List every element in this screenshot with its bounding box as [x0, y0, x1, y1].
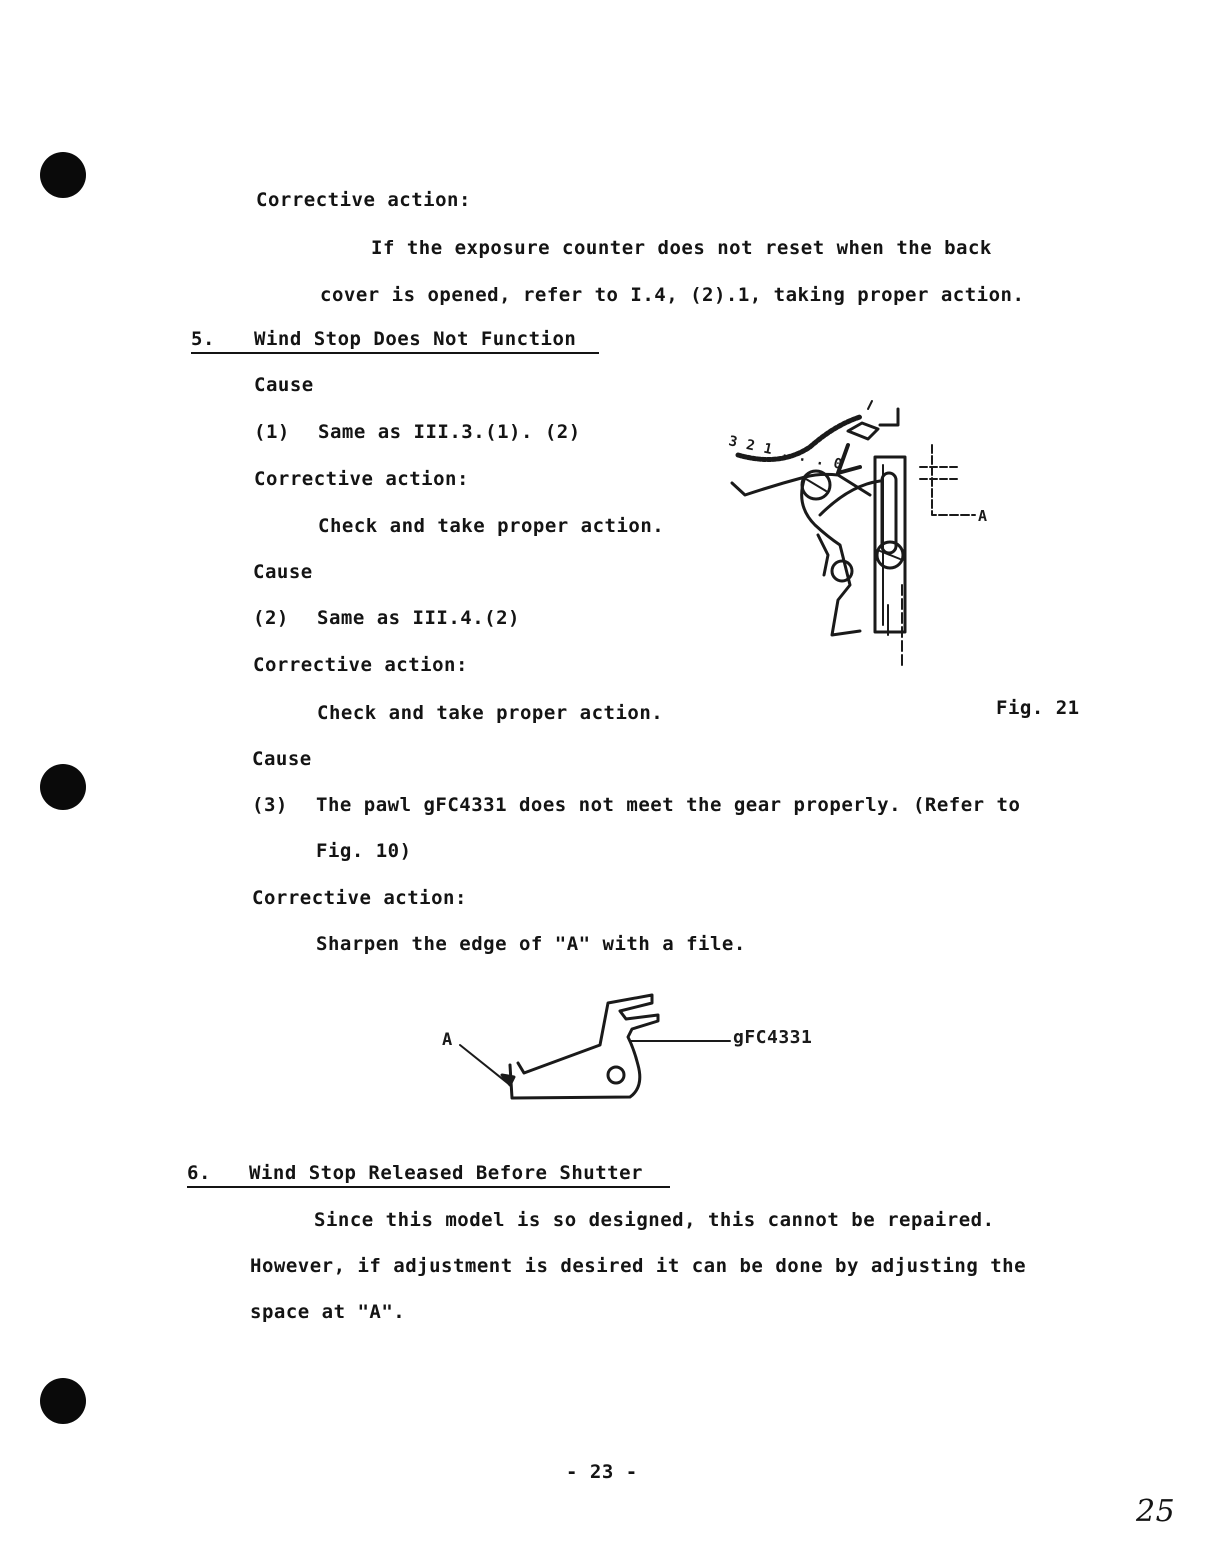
punch-hole-middle	[40, 764, 86, 810]
section-title: Wind Stop Released Before Shutter	[249, 1162, 643, 1184]
paragraph-line: Since this model is so designed, this cannot be repaired.	[314, 1209, 995, 1231]
corrective-action-label: Corrective action:	[256, 189, 471, 211]
corrective-action-label: Corrective action:	[254, 468, 469, 490]
cause-number: (3)	[252, 794, 288, 816]
corrective-action-label: Corrective action:	[252, 887, 467, 909]
pawl-part-label: gFC4331	[733, 1027, 813, 1048]
cause-number: (2)	[253, 607, 289, 629]
corrective-action-text: Check and take proper action.	[318, 515, 665, 537]
paragraph-line: However, if adjustment is desired it can be done by adjusting the	[250, 1255, 1027, 1277]
figure-21-illustration	[720, 395, 1000, 675]
cause-text: Fig. 10)	[316, 840, 412, 862]
section-number: 5.	[191, 328, 215, 350]
figure-21-scale-marks: 3 2 1 . . . 0	[727, 433, 845, 474]
cause-text: The pawl gFC4331 does not meet the gear properly. (Refer to	[316, 794, 1021, 816]
cause-label: Cause	[252, 748, 312, 770]
cause-text: Same as III.3.(1). (2)	[318, 421, 581, 443]
cause-label: Cause	[253, 561, 313, 583]
punch-hole-top	[40, 152, 86, 198]
corrective-action-text: Check and take proper action.	[317, 702, 664, 724]
punch-hole-bottom	[40, 1378, 86, 1424]
cause-text: Same as III.4.(2)	[317, 607, 520, 629]
cause-label: Cause	[254, 374, 314, 396]
paragraph-line: space at "A".	[250, 1301, 406, 1323]
handwritten-page-number: 25	[1136, 1494, 1176, 1529]
section-title: Wind Stop Does Not Function	[254, 328, 577, 350]
paragraph-line: cover is opened, refer to I.4, (2).1, taking proper action.	[320, 284, 1025, 306]
figure-21-label-a: A	[978, 507, 988, 525]
cause-number: (1)	[254, 421, 290, 443]
pawl-illustration	[430, 985, 850, 1110]
page-number: - 23 -	[566, 1461, 638, 1483]
figure-21-caption: Fig. 21	[996, 697, 1080, 719]
pawl-label-a: A	[442, 1030, 453, 1050]
corrective-action-label: Corrective action:	[253, 654, 468, 676]
corrective-action-text: Sharpen the edge of "A" with a file.	[316, 933, 746, 955]
section-number: 6.	[187, 1162, 211, 1184]
paragraph-line: If the exposure counter does not reset when the back	[371, 237, 992, 259]
